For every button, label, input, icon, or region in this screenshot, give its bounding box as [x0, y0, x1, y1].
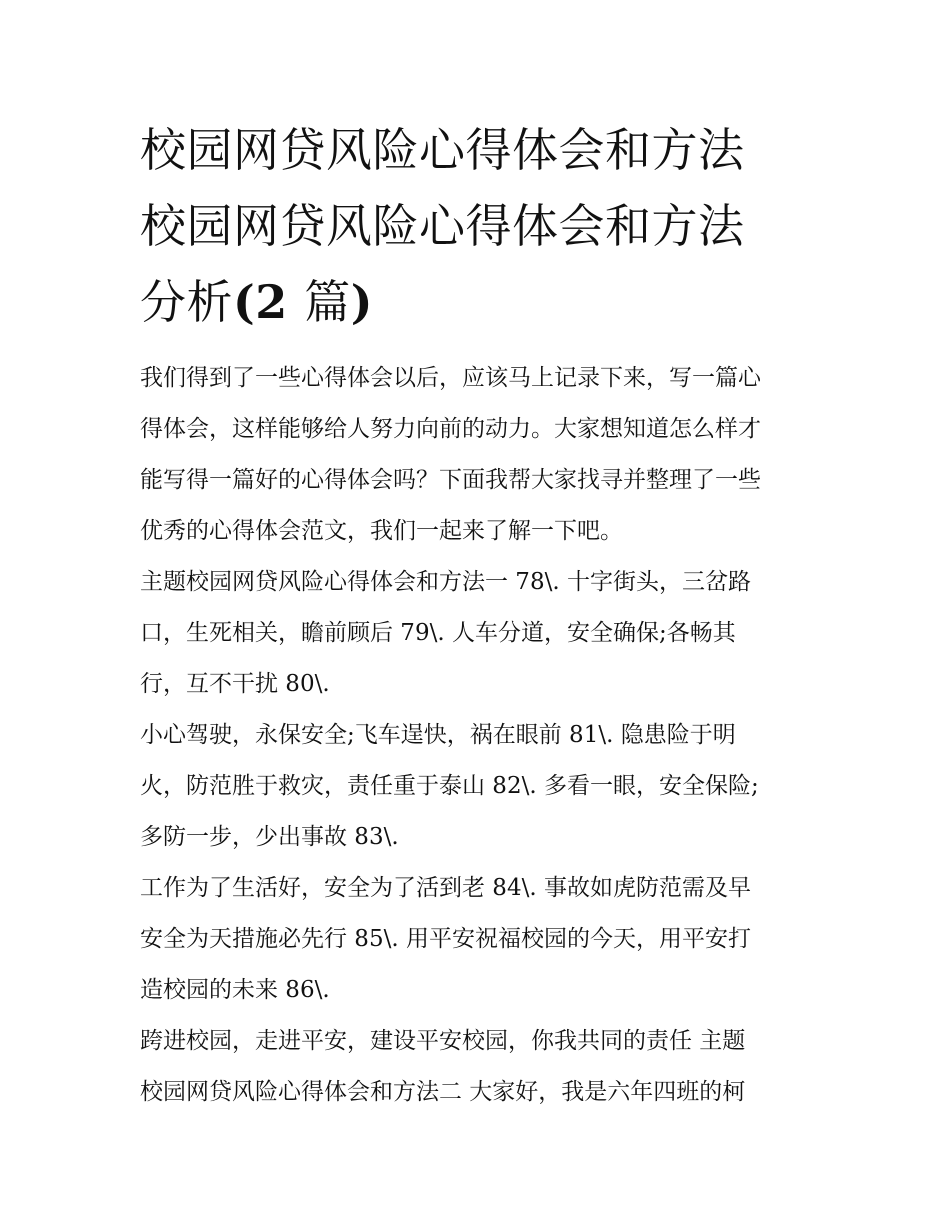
closing-paragraph — [140, 1016, 830, 1118]
text-line: 优秀的心得体会范文，我们一起来了解一下吧。 — [140, 518, 623, 544]
text-line: 我们得到了一些心得体会以后，应该马上记录下来，写一篇心 — [140, 365, 761, 391]
title-line-2: 校园网贷风险心得体会和方法 — [140, 199, 745, 253]
title-count-open: (2 — [233, 275, 305, 329]
title-line-1: 校园网贷风险心得体会和方法 — [140, 123, 745, 177]
title-count-close: ) — [350, 275, 374, 329]
text-line: 多防一步，少出事故 83\. — [140, 824, 399, 850]
text-line: 安全为天措施必先行 85\. 用平安祝福校园的今天，用平安打 — [140, 926, 751, 952]
text-line: 校园网贷风险心得体会和方法二 大家好，我是六年四班的柯 — [140, 1079, 746, 1105]
text-line: 主题校园网贷风险心得体会和方法一 78\. 十字街头，三岔路 — [140, 569, 751, 595]
intro-paragraph — [140, 353, 830, 557]
title-line-3 — [140, 264, 830, 340]
title-count-unit: 篇 — [304, 275, 351, 329]
text-line: 小心驾驶，永保安全;飞车逞快，祸在眼前 81\. 隐患险于明 — [140, 722, 736, 748]
text-line: 火，防范胜于救灾，责任重于泰山 82\. 多看一眼，安全保险; — [140, 773, 759, 799]
slogan-paragraph-2 — [140, 710, 830, 863]
title-line-3-text: 分析 — [140, 275, 233, 329]
text-line: 造校园的未来 86\. — [140, 977, 330, 1003]
document-title — [140, 112, 830, 340]
slogan-paragraph-3 — [140, 863, 830, 1016]
slogan-paragraph-1 — [140, 557, 830, 710]
text-line: 口，生死相关，瞻前顾后 79\. 人车分道，安全确保;各畅其 — [140, 620, 736, 646]
document-body — [140, 353, 830, 1118]
text-line: 行，互不干扰 80\. — [140, 671, 330, 697]
text-line: 工作为了生活好，安全为了活到老 84\. 事故如虎防范需及早 — [140, 875, 751, 901]
text-line: 跨进校园，走进平安，建设平安校园，你我共同的责任 主题 — [140, 1028, 746, 1054]
text-line: 能写得一篇好的心得体会吗？下面我帮大家找寻并整理了一些 — [140, 467, 761, 493]
text-line: 得体会，这样能够给人努力向前的动力。大家想知道怎么样才 — [140, 416, 761, 442]
